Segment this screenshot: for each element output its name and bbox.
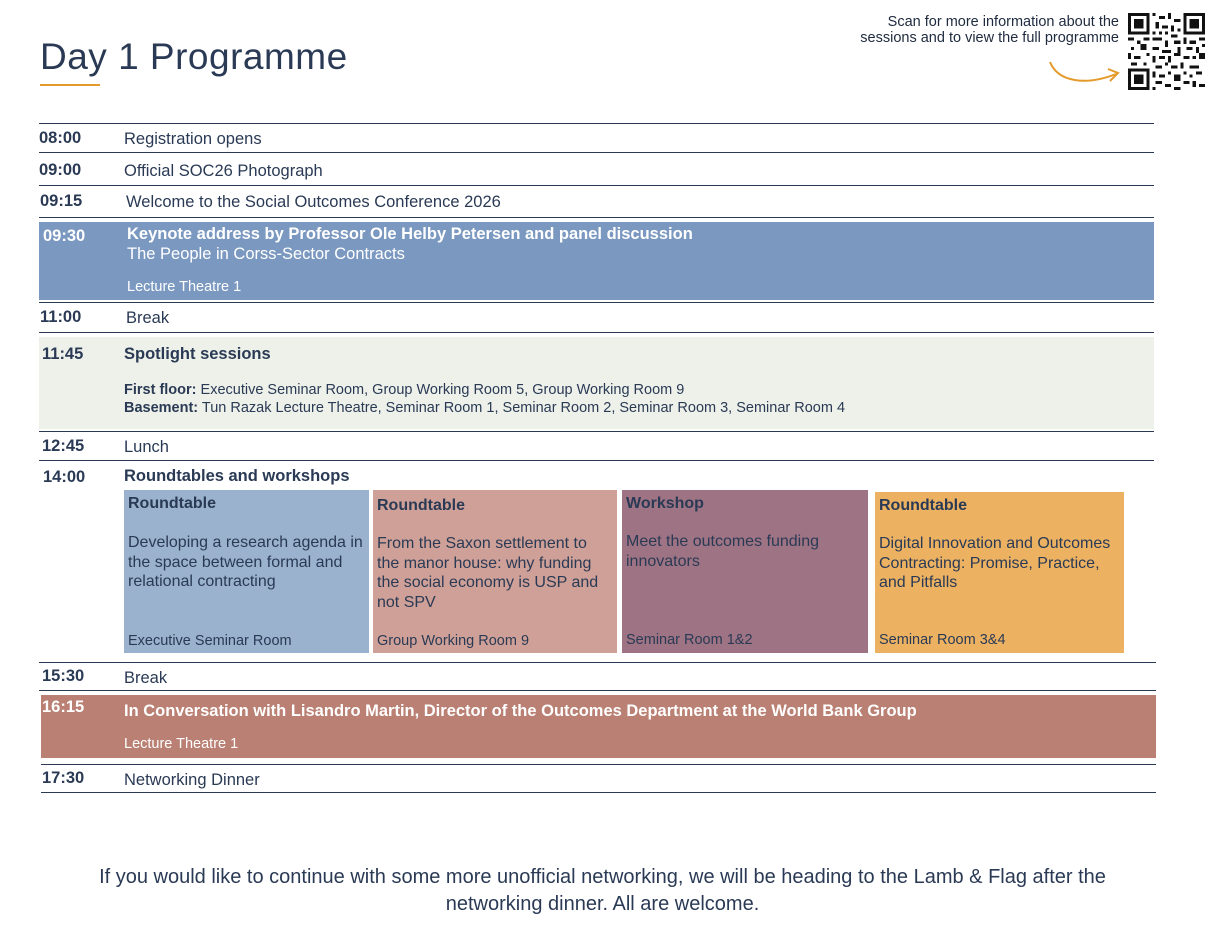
divider: [39, 662, 1156, 663]
footer-line-2: networking dinner. All are welcome.: [445, 893, 760, 915]
divider: [41, 764, 1156, 765]
keynote-room: Lecture Theatre 1: [127, 279, 242, 295]
time-dinner: 17:30: [42, 769, 85, 787]
conversation-title: In Conversation with Lisandro Martin, Director of the Outcomes Department at the World Bank Group: [124, 702, 917, 720]
card-room: Seminar Room 1&2: [626, 632, 753, 648]
card-type: Roundtable: [377, 497, 465, 514]
divider: [39, 185, 1154, 186]
curved-arrow-icon: [1046, 56, 1124, 88]
divider: [41, 792, 1156, 793]
card-description: From the Saxon settlement to the manor house: why funding the social economy is USP and not SPV: [377, 535, 599, 611]
card-type: Roundtable: [879, 497, 967, 514]
card-room: Executive Seminar Room: [128, 633, 292, 649]
roundtables-title: Roundtables and workshops: [124, 467, 350, 485]
keynote-subtitle: The People in Corss-Sector Contracts: [127, 245, 405, 263]
first-floor-rooms: Executive Seminar Room, Group Working Room 5, Group Working Room 9: [200, 382, 685, 398]
card-type: Roundtable: [128, 495, 216, 512]
divider: [39, 431, 1154, 432]
footer-line-1: If you would like to continue with some more unofficial networking, we will be heading to the Lamb & Flag after the: [99, 866, 1106, 888]
qr-note-line-1: Scan for more information about the: [887, 14, 1119, 30]
time-roundtables: 14:00: [43, 468, 86, 486]
divider: [39, 217, 1154, 218]
card-room: Group Working Room 9: [377, 633, 530, 649]
divider: [39, 123, 1154, 124]
session-card: [875, 492, 1124, 653]
time-break-2: 15:30: [42, 667, 85, 685]
spotlight-basement: [124, 400, 845, 416]
session-card: [124, 490, 369, 653]
divider: [39, 152, 1154, 153]
basement-rooms: Tun Razak Lecture Theatre, Seminar Room 1, Seminar Room 2, Seminar Room 3, Seminar Room 4: [201, 400, 846, 416]
session-card: [373, 490, 617, 653]
time-keynote: 09:30: [43, 227, 86, 245]
qr-note-line-2: sessions and to view the full programme: [860, 30, 1119, 46]
divider: [39, 332, 1154, 333]
spotlight-first-floor: [124, 382, 684, 398]
divider: [39, 690, 1156, 691]
footer-note: [0, 864, 1205, 918]
conversation-room: Lecture Theatre 1: [124, 736, 239, 752]
card-description: Developing a research agenda in the space between formal and relational contracting: [128, 534, 363, 590]
session-break-1: Break: [126, 309, 170, 327]
time-welcome: 09:15: [40, 192, 83, 210]
first-floor-label: First floor:: [124, 382, 197, 398]
time-photo: 09:00: [39, 161, 82, 179]
time-spotlight: 11:45: [42, 345, 84, 363]
card-room: Seminar Room 3&4: [879, 632, 1006, 648]
time-registration: 08:00: [39, 129, 82, 147]
qr-code-icon[interactable]: [1128, 13, 1205, 90]
divider: [39, 460, 1154, 461]
spotlight-title: Spotlight sessions: [124, 345, 271, 363]
session-photo: Official SOC26 Photograph: [124, 162, 323, 180]
keynote-title: Keynote address by Professor Ole Helby Petersen and panel discussion: [127, 225, 693, 243]
page-title: Day 1 Programme: [40, 36, 348, 77]
session-break-2: Break: [124, 669, 168, 687]
time-break-1: 11:00: [40, 308, 82, 326]
time-conversation: 16:15: [42, 698, 85, 716]
title-underline: [40, 84, 100, 86]
session-dinner: Networking Dinner: [124, 771, 260, 789]
card-description: Digital Innovation and Outcomes Contracting: Promise, Practice, and Pitfalls: [879, 535, 1111, 591]
session-lunch: Lunch: [124, 438, 169, 456]
basement-label: Basement:: [124, 400, 199, 416]
session-registration: Registration opens: [124, 130, 262, 148]
divider: [39, 302, 1154, 303]
card-type: Workshop: [626, 495, 704, 512]
qr-note: [789, 14, 1119, 46]
card-description: Meet the outcomes funding innovators: [626, 533, 820, 570]
time-lunch: 12:45: [42, 437, 85, 455]
session-card: [622, 490, 868, 653]
session-welcome: Welcome to the Social Outcomes Conference 2026: [126, 193, 501, 211]
